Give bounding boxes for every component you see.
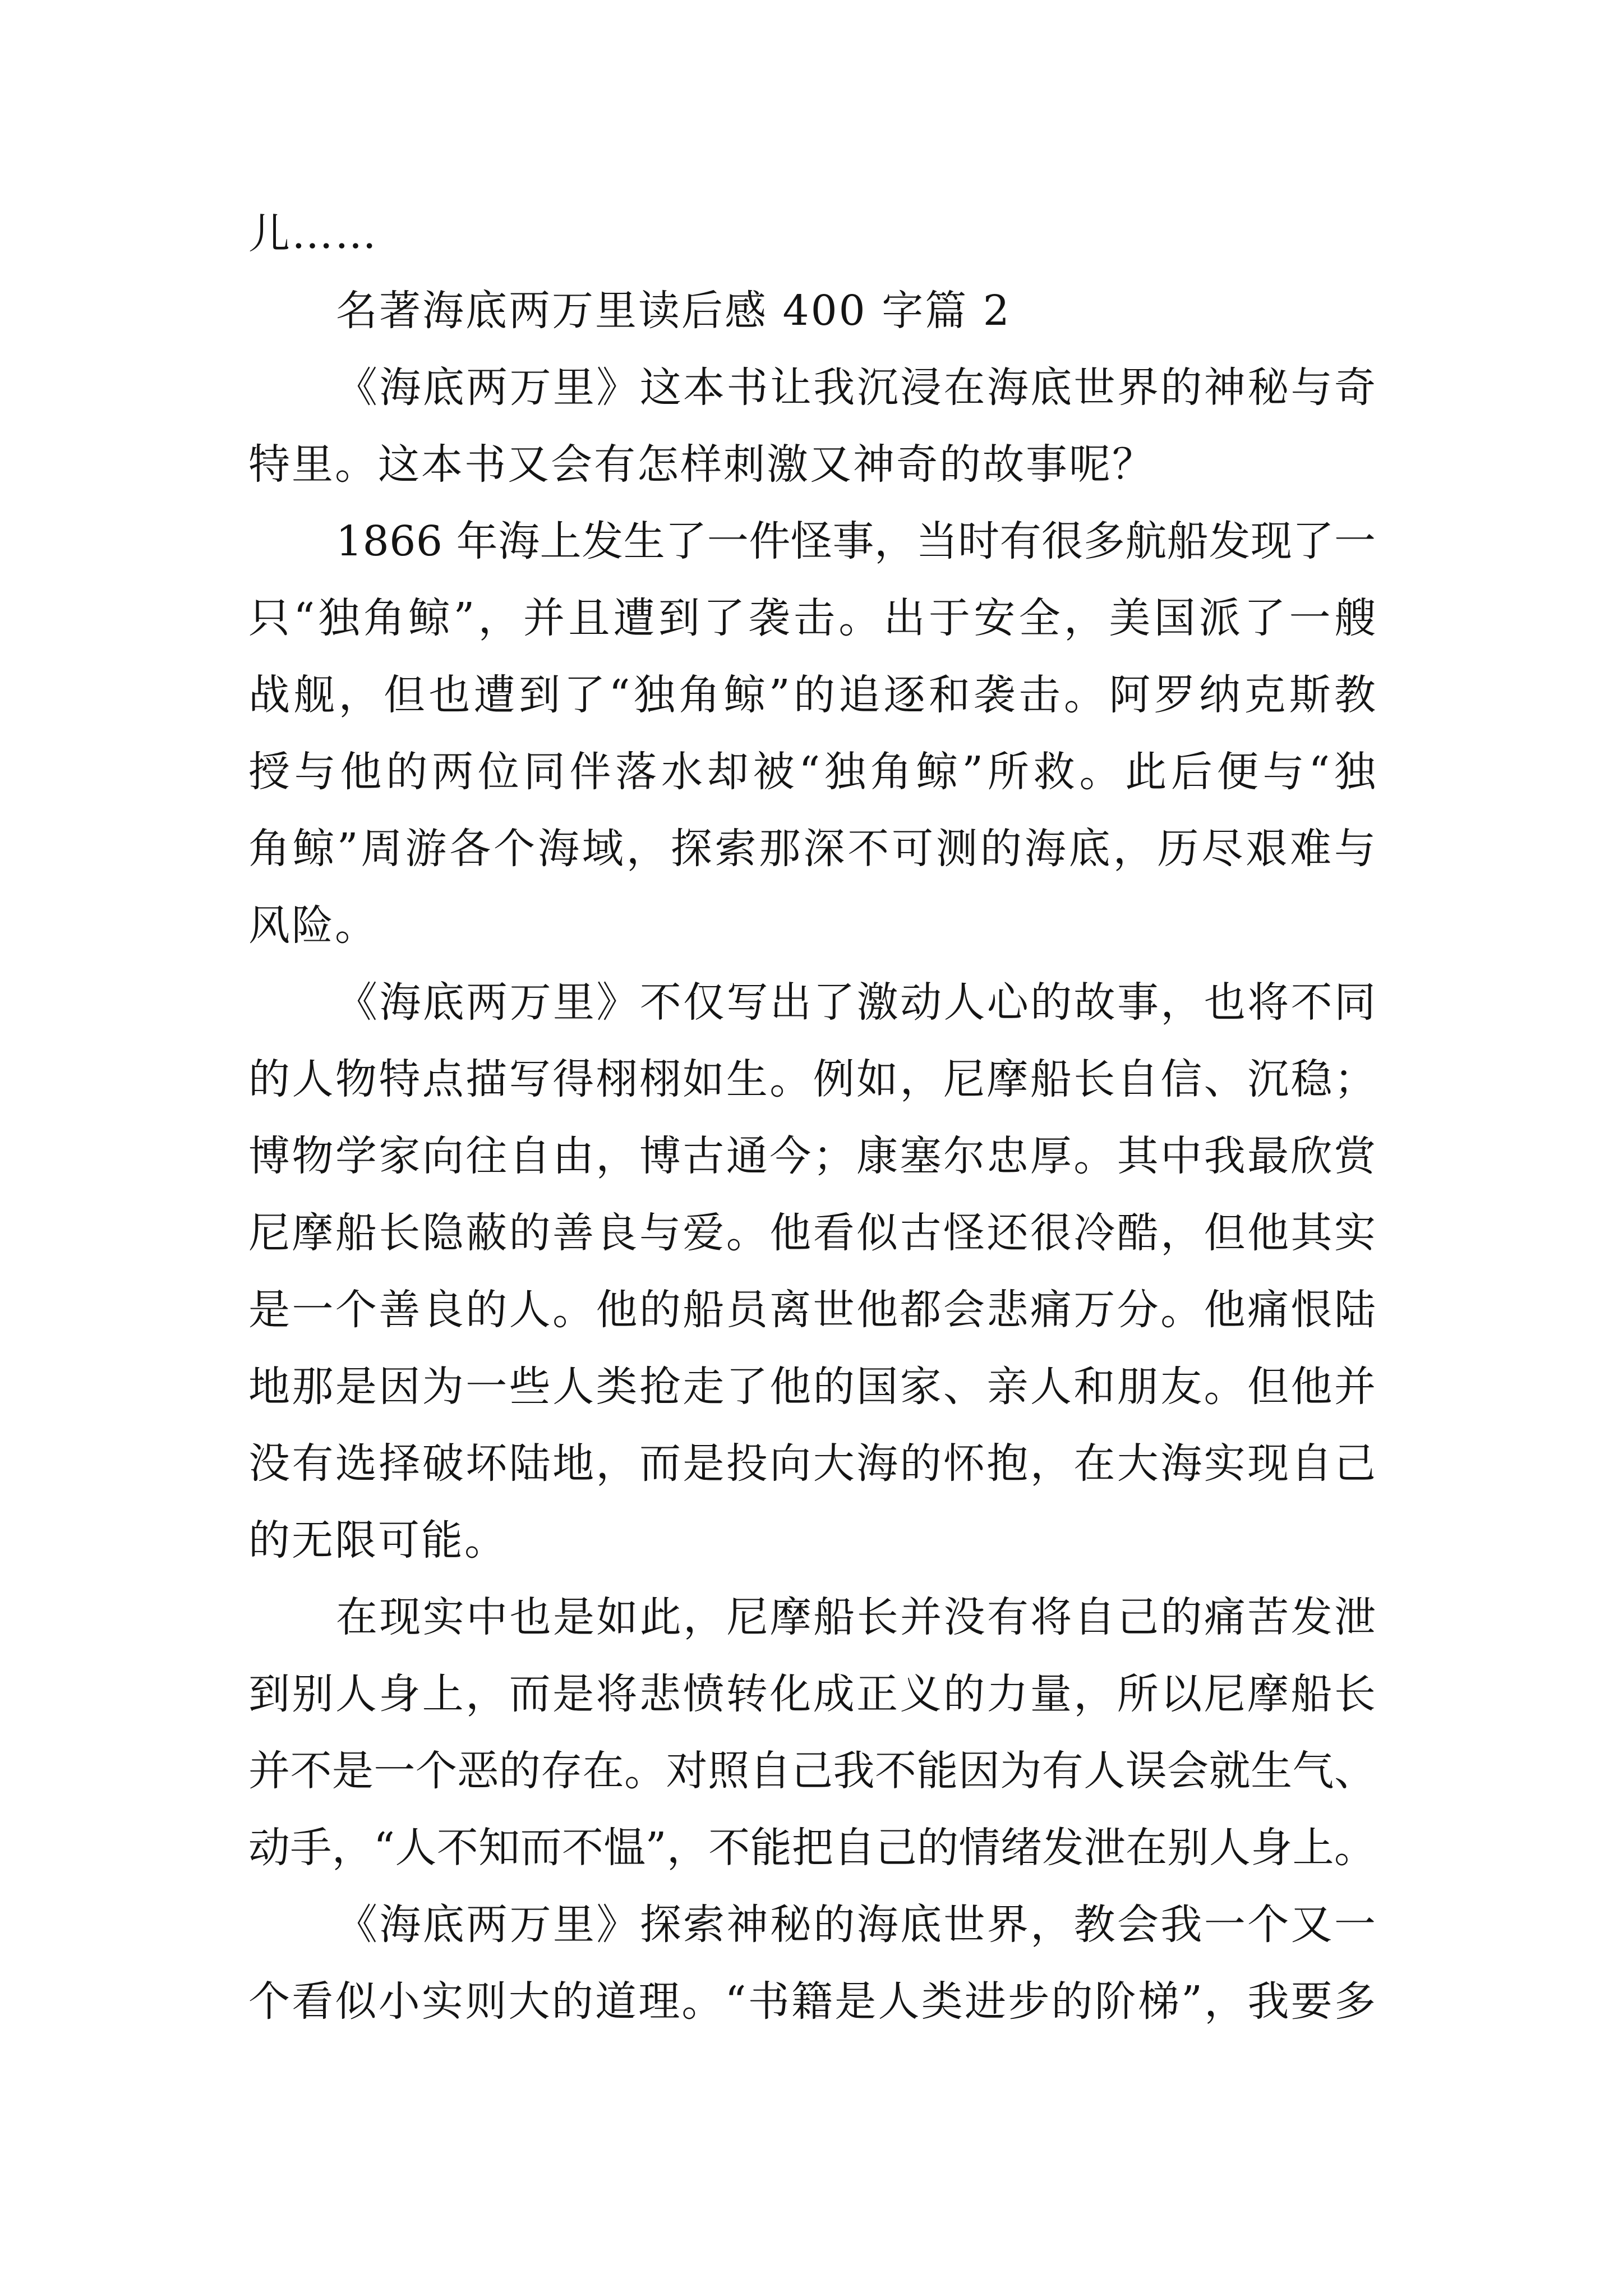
paragraph-line: 的人物特点描写得栩栩如生。例如，尼摩船长自信、沉稳； (248, 1055, 1378, 1103)
paragraph-line: 《海底两万里》探索神秘的海底世界，教会我一个又一 (336, 1901, 1378, 1949)
paragraph (248, 964, 1376, 1579)
paragraph-line: 是一个善良的人。他的船员离世他都会悲痛万分。他痛恨陆 (248, 1286, 1378, 1334)
paragraph-line: 没有选择破坏陆地，而是投向大海的怀抱，在大海实现自己 (248, 1439, 1378, 1488)
paragraph-line: 战舰，但也遭到了“独角鲸”的追逐和袭击。阿罗纳克斯教 (248, 671, 1380, 719)
paragraph (248, 349, 1376, 503)
paragraph-line: 的无限可能。 (248, 1516, 508, 1565)
paragraph-line: 特里。这本书又会有怎样刺激又神奇的故事呢？ (248, 440, 1155, 489)
paragraph-line: 《海底两万里》这本书让我沉浸在海底世界的神秘与奇 (336, 364, 1378, 412)
paragraph-line: 在现实中也是如此，尼摩船长并没有将自己的痛苦发泄 (336, 1593, 1378, 1641)
continuation-text: 儿…… (248, 210, 378, 258)
paragraph-line: 博物学家向往自由，博古通今；康塞尔忠厚。其中我最欣赏 (248, 1132, 1378, 1180)
paragraph-line: 并不是一个恶的存在。对照自己我不能因为有人误会就生气、 (248, 1747, 1376, 1795)
paragraph (248, 1887, 1376, 2040)
paragraph-line: 地那是因为一些人类抢走了他的国家、亲人和朋友。但他并 (248, 1363, 1378, 1411)
paragraph-line: 尼摩船长隐蔽的善良与爱。他看似古怪还很冷酷，但他其实 (248, 1209, 1378, 1257)
paragraph (248, 1579, 1376, 1887)
paragraph-line: 个看似小实则大的道理。“书籍是人类进步的阶梯”，我要多 (248, 1977, 1378, 2026)
paragraph-line: 1866 年海上发生了一件怪事，当时有很多航船发现了一 (336, 517, 1376, 565)
paragraph (248, 503, 1380, 964)
paragraph-line: 到别人身上，而是将悲愤转化成正义的力量，所以尼摩船长 (248, 1670, 1378, 1718)
document-body (248, 196, 1380, 2040)
paragraph-line: 角鲸”周游各个海域，探索那深不可测的海底，历尽艰难与 (248, 825, 1378, 873)
paragraph-line: 《海底两万里》不仅写出了激动人心的故事，也将不同 (336, 978, 1378, 1027)
paragraph-line: 动手，“人不知而不愠”，不能把自己的情绪发泄在别人身上。 (248, 1824, 1376, 1872)
paragraph-line: 授与他的两位同伴落水却被“独角鲸”所救。此后便与“独 (248, 748, 1380, 796)
section-heading: 名著海底两万里读后感 400 字篇 2 (336, 287, 1011, 335)
paragraph-line: 只“独角鲸”，并且遭到了袭击。出于安全，美国派了一艘 (248, 594, 1380, 642)
paragraph-line: 风险。 (248, 901, 378, 950)
